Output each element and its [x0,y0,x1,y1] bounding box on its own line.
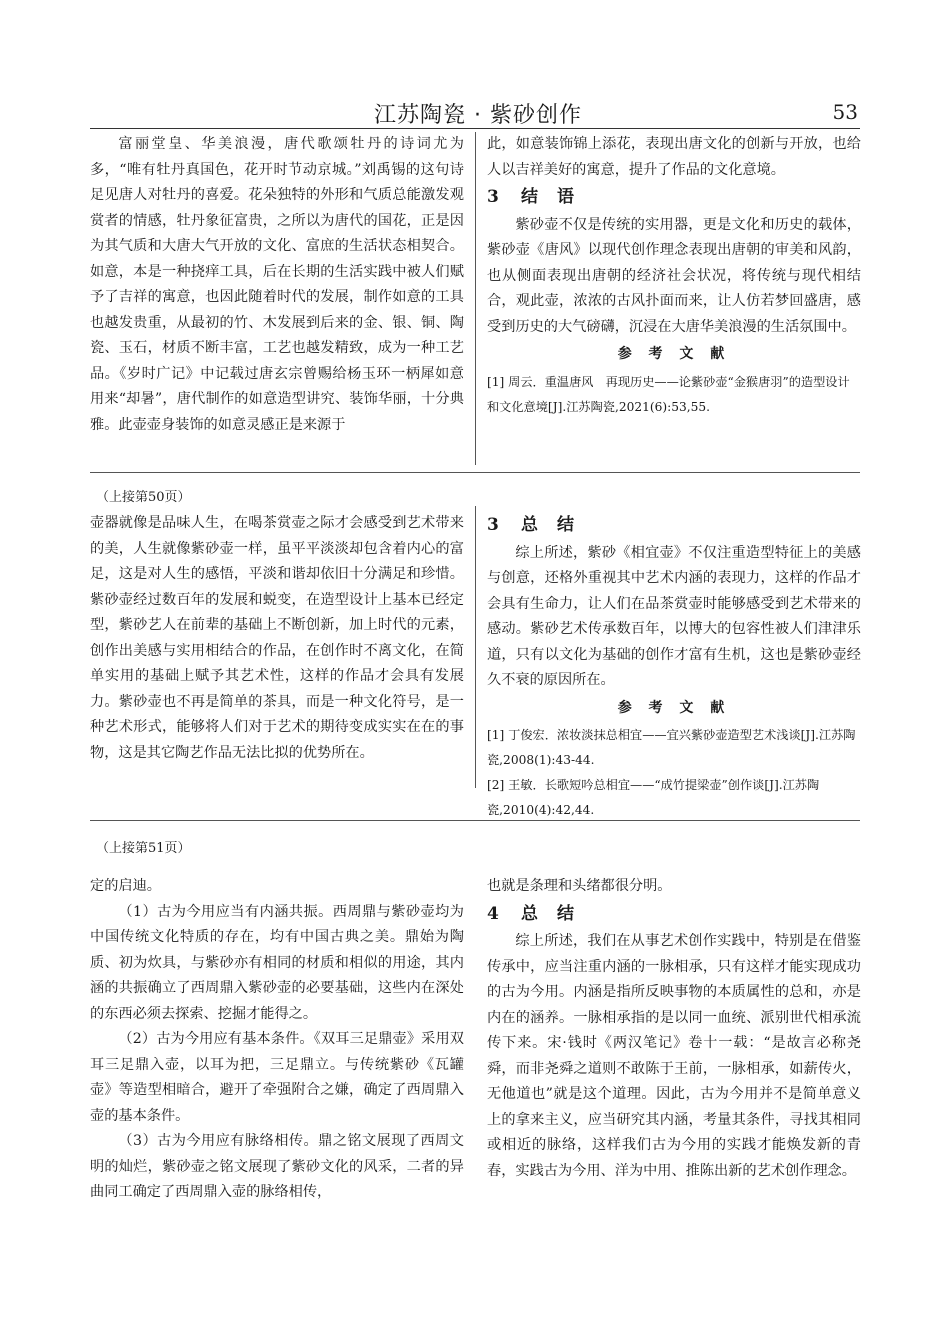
article3-left-p3: （2）古为今用应有基本条件。《双耳三足鼎壶》采用双耳三足鼎入壶，以耳为把，三足鼎立。与传统紫砂《瓦罐壶》等造型相暗合，避开了牵强附合之嫌，确定了西周鼎入壶的基本条件。 [90,1031,464,1124]
article3-right-column [487,874,861,1184]
page-header [90,94,860,130]
article3-body: 综上所述，我们在从事艺术创作实践中，特别是在借鉴传承中，应当注重内涵的一脉相承，只有这样才能实现成功的古为今用。内涵是指所反映事物的本质属性的总和，亦是内在的涵养。一脉相承指的是以同一血统、派别世代相承流传下来。宋·钱时《两汉笔记》卷十一载：“是故言必称尧舜，而非尧舜之道则不敢陈于王前，一脉相承，如薪传火，无他道也”就是这个道理。因此，古为今用并不是简单意义上的拿来主义，应当研究其内涵，考量其条件，寻找其相同或相近的脉络，这样我们古为今用的实践才能焕发新的青春，实践古为今用、洋为中用、推陈出新的艺术创作理念。 [487,933,861,1179]
article2-right-column [487,511,861,823]
article1-section-heading [487,185,861,211]
article1-left-text: 富丽堂皇、华美浪漫，唐代歌颂牡丹的诗词尤为多，“唯有牡丹真国色，花开时节动京城。”刘禹锡的这句诗足见唐人对牡丹的喜爱。花朵独特的外形和气质总能激发观赏者的情感，牡丹象征富贵，之所以为唐代的国花，正是因为其气质和大唐大气开放的文化、富庶的生活状态相契合。如意，本是一种挠痒工具，后在长期的生活实践中被人们赋予了吉祥的寓意，也因此随着时代的发展，制作如意的工具也越发贵重，从最初的竹、木发展到后来的金、银、铜、陶瓷、玉石，材质不断丰富，工艺也越发精致，成为一种工艺品。《岁时广记》中记载过唐玄宗曾赐给杨玉环一柄犀如意用来“却暑”，唐代制作的如意造型讲究、装饰华丽，十分典雅。此壶壶身装饰的如意灵感正是来源于 [90,136,464,433]
article2-left-text: 壶器就像是品味人生，在喝茶赏壶之际才会感受到艺术带来的美，人生就像紫砂壶一样，虽平平淡淡却包含着内心的富足，这是对人生的感悟，平淡和谐却依旧十分满足和珍惜。紫砂壶经过数百年的发展和蜕变，在造型设计上基本已经定型，紫砂艺人在前辈的基础上不断创新，加上时代的元素，创作出美感与实用相结合的作品，在创作时不离文化，在简单实用的基础上赋予其艺术性，这样的作品才会具有发展力。紫砂壶也不再是简单的茶具，而是一种文化符号，是一种艺术形式，能够将人们对于艺术的期待变成实实在在的事物，这是其它陶艺作品无法比拟的优势所在。 [90,515,464,761]
section-rule-2 [90,820,860,821]
article3-section-num: 4 [487,903,500,924]
article3-right-lead: 也就是条理和头绪都很分明。 [487,878,672,894]
article1-section-title: 结 语 [521,187,575,207]
article2-section-title: 总 结 [521,515,575,535]
article2-body: 综上所述，紫砂《相宜壶》不仅注重造型特征上的美感与创意，还格外重视其中艺术内涵的表现力，这样的作品才会具有生命力，让人们在品茶赏壶时能够感受到艺术带来的感动。紫砂艺术传承数百年，以博大的包容性被人们津津乐道，只有以文化为基础的创作才富有生机，这也是紫砂壶经久不衰的原因所在。 [487,544,861,688]
article3-section-title: 总 结 [521,903,575,924]
article2-ref-2: [2] 王敏．长歌短吟总相宜——“成竹提梁壶”创作谈[J].江苏陶瓷,2010(4):42,44. [487,778,820,817]
article3-continued-note: （上接第51页） [96,841,191,856]
article1-body: 紫砂壶不仅是传统的实用器，更是文化和历史的载体，紫砂壶《唐风》以现代创作理念表现出唐朝的审美和风韵，也从侧面表现出唐朝的经济社会状况，将传统与现代相结合，观此壶，浓浓的古风扑面而来，让人仿若梦回盛唐，感受到历史的大气磅礴，沉浸在大唐华美浪漫的生活氛围中。 [487,216,861,335]
page-number: 53 [832,100,858,124]
article1-ref-1: [1] 周云．重温唐风 再现历史——论紫砂壶“金猴唐羽”的造型设计和文化意境[J].江苏陶瓷,2021(6):53,55. [487,374,850,414]
article2-left-column [90,511,464,766]
article2-section-num: 3 [487,515,500,535]
journal-title: 江苏陶瓷 · 紫砂创作 [374,103,582,128]
article3-left-column [90,874,464,1206]
article2-refs-title: 参 考 文 献 [617,699,731,716]
article2-ref-1: [1] 丁俊宏．浓妆淡抹总相宜——宜兴紫砂壶造型艺术浅谈[J].江苏陶瓷,2008(1):43-44. [487,728,856,767]
article3-left-p1: 定的启迪。 [90,878,161,894]
header-rule [90,128,860,129]
article1-section-num: 3 [487,187,500,207]
section-rule-1 [90,472,860,473]
article1-right-column [487,132,861,420]
article3-left-p4: （3）古为今用应有脉络相传。鼎之铭文展现了西周文明的灿烂，紫砂壶之铭文展现了紫砂文化的风采，二者的异曲同工确定了西周鼎入壶的脉络相传， [90,1133,464,1200]
article2-continued-note: （上接第50页） [96,490,191,505]
article1-right-lead: 此，如意装饰锦上添花，表现出唐文化的创新与开放，也给人以吉祥美好的寓意，提升了作品的文化意境。 [487,136,861,178]
column-divider [475,132,476,465]
article3-section-heading [487,902,861,928]
article1-refs-title: 参 考 文 献 [617,346,731,362]
article3-left-p2: （1）古为今用应当有内涵共振。西周鼎与紫砂壶均为中国传统文化特质的存在，均有中国古典之美。鼎始为陶质、初为炊具，与紫砂亦有相同的材质和相似的用途，其内涵的共振确立了西周鼎入紫砂壶的必要基础，这些内在深处的东西必须去探索、挖掘才能得之。 [90,903,464,1022]
column-divider [475,506,476,788]
article2-section-heading [487,513,861,539]
article1-left-column [90,132,464,438]
